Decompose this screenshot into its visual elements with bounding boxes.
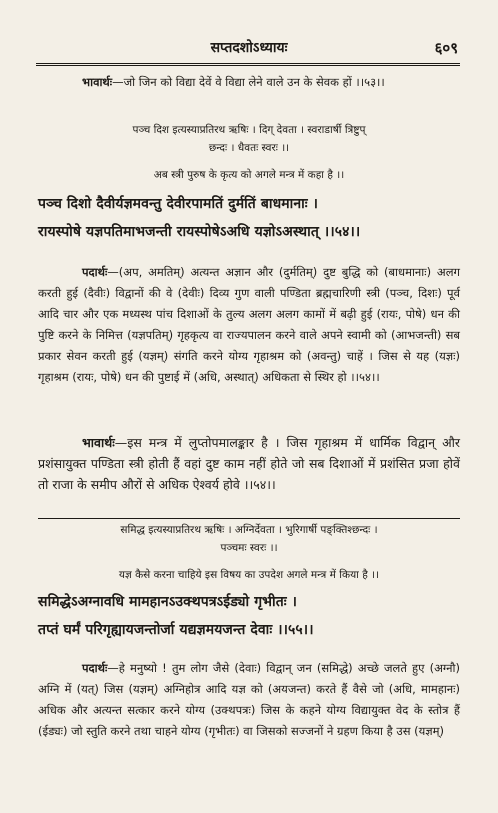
padarth-label: पदार्थः xyxy=(82,265,108,279)
padarth-54 xyxy=(38,262,460,388)
page-header xyxy=(40,38,458,60)
chapter-title: सप्तदशोऽध्यायः xyxy=(210,40,288,56)
mantra-54 xyxy=(38,190,460,246)
lead-line: यज्ञ कैसे करना चाहिये इस विषय का उपदेश अगले मन्त्र में किया है ।। xyxy=(118,569,380,581)
mantra-55-intro xyxy=(38,521,460,584)
bhavarth-54 xyxy=(38,432,460,495)
padarth-text: —हे मनुष्यो ! तुम लोग जैसे (देवाः) विद्वान् जन (समिद्धे) अच्छे जलते हुए (अग्नौ) अग्नि में (यत्) जिस (यज्ञम्) अग्निहोत्र आदि यज्ञ को (अयजन्त) करते हैं वैसे जो (अधि, मामहानः) अधिक और अत्यन्त सत्कार करने योग्य (उक्थपत्रः) जिस के कहने योग्य विद्यायुक्त वेद के स्तोत्र हैं (ईड्यः) जो स्तुति करने तथा चाहने योग्य (गृभीतः) वा जिसको सज्जनों ने ग्रहण किया है उस (यज्ञम्) xyxy=(38,661,460,738)
bhavarth-53 xyxy=(38,72,460,93)
svar-line: पञ्चमः स्वरः ।। xyxy=(220,542,278,554)
page-number: ६०९ xyxy=(434,39,458,57)
mantra-line-2: रायस्पोषे यज्ञपतिमाभजन्ती रायस्पोषेऽअधि यज्ञोऽअस्थात् ।।५४।। xyxy=(38,224,361,240)
rishi-line: पञ्च दिश इत्यस्याप्रतिरथ ऋषिः । दिग् देवता । स्वराडार्षी त्रिष्टुप् xyxy=(132,124,366,136)
bhavarth-label: भावार्थः xyxy=(82,435,115,450)
mantra-55 xyxy=(38,588,460,644)
padarth-55 xyxy=(38,658,460,742)
chhand-line: छन्दः । धैवतः स्वरः ।। xyxy=(208,142,290,154)
rishi-line: समिद्ध इत्यस्याप्रतिरथ ऋषिः । अग्निर्देवता । भुरिगार्षी पङ्क्तिश्छन्दः । xyxy=(120,524,378,536)
mantra-line-1: पञ्च दिशो दैवीर्यज्ञमवन्तु देवीरपामतिं दुर्मतिं बाधमानाः । xyxy=(38,196,319,212)
mantra-line-1: समिद्धेऽअग्नावधि मामहानऽउक्थपत्रऽईड्यो गृभीतः । xyxy=(38,594,298,610)
mantra-54-intro xyxy=(38,121,460,184)
padarth-text: —(अप, अमतिम्) अत्यन्त अज्ञान और (दुर्मतिम्) दुष्ट बुद्धि को (बाधमानाः) अलग करती हुई (दैवीः) विद्वानों की वे (देवीः) दिव्य गुण वाली पण्डिता ब्रह्मचारिणी स्त्री (पञ्च, दिशः) पूर्व आदि चार और एक मध्यस्थ पांच दिशाओं के तुल्य अलग अलग कामों में बढ़ी हुई (रायः, पोषे) धन की पुष्टि करने के निमित्त (यज्ञपतिम्) गृहकृत्य वा राज्यपालन करने वाले अपने स्वामी को (आभजन्ती) सब प्रकार सेवन करती हुई (यज्ञम्) संगति करने योग्य गृहाश्रम को (अवन्तु) चाहें । जिस से यह (यज्ञः) गृहाश्रम (रायः, पोषे) धन की पुष्टाई में (अधि, अस्थात्) अधिकता से स्थिर हो ।।५४।। xyxy=(38,265,460,384)
mantra-line-2: तप्तं घर्मं परिगृह्यायजन्तोर्जा यद्यज्ञमयजन्त देवाः ।।५५।। xyxy=(38,622,314,638)
bhavarth-text: —जो जिन को विद्या देवें वे विद्या लेने वाले उन के सेवक हों ।।५३।। xyxy=(112,75,385,89)
bhavarth-text: —इस मन्त्र में लुप्तोपमालङ्कार है । जिस गृहाश्रम में धार्मिक विद्वान् और प्रशंसायुक्त पण्डिता स्त्री होती हैं वहां दुष्ट काम नहीं होते जो सब दिशाओं में प्रशंसित प्रजा होवें तो राजा के समीप औरों से अधिक ऐश्वर्य होवे ।।५४।। xyxy=(38,435,460,492)
lead-line: अब स्त्री पुरुष के कृत्य को अगले मन्त्र में कहा है ।। xyxy=(153,169,345,181)
bhavarth-label: भावार्थः xyxy=(82,75,113,89)
section-divider xyxy=(38,518,460,519)
padarth-label: पदार्थः xyxy=(82,661,108,675)
header-rule xyxy=(36,63,460,66)
